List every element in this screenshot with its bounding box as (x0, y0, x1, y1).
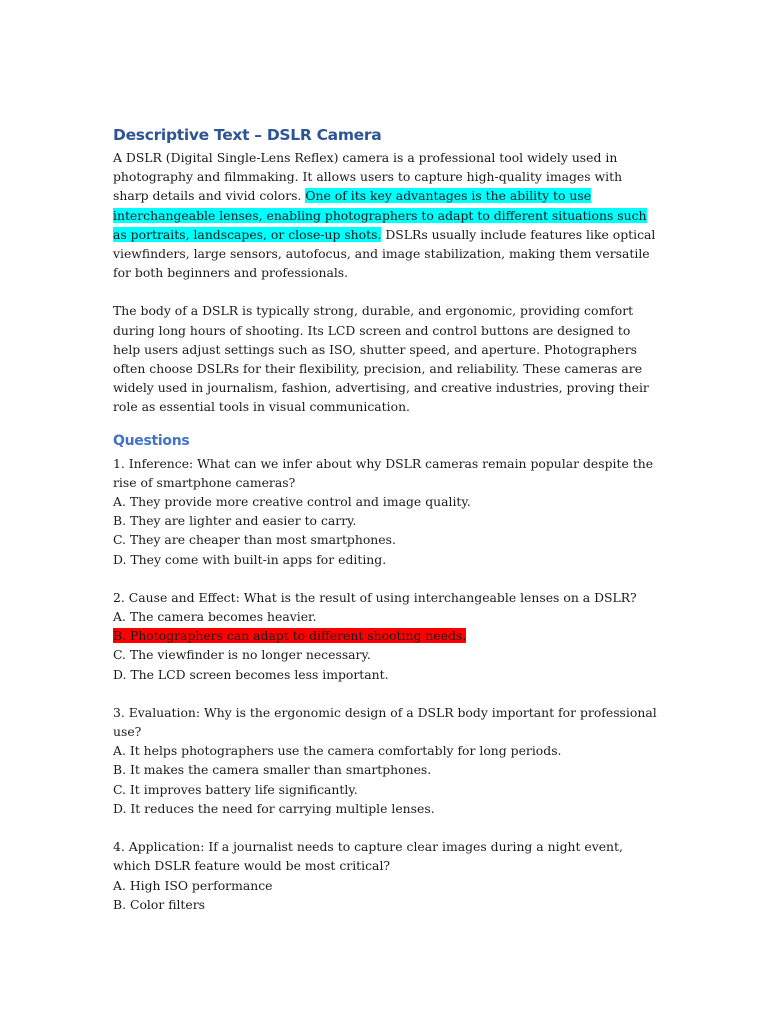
question-stem: 1. Inference: What can we infer about why DSLR cameras remain popular despite the rise of smartphone cameras? (113, 455, 654, 490)
answer-option: B. It makes the camera smaller than smartphones. (113, 762, 432, 778)
questions-list (113, 454, 658, 914)
question-4 (113, 837, 658, 914)
document-page (113, 125, 658, 914)
highlighted-answer: B. Photographers can adapt to different shooting needs. (113, 628, 467, 644)
paragraph-intro-start: A DSLR (Digital Single-Lens Reflex) camera is a professional tool widely used in photography and filmmaking. It allows users to capture high-quality images with sharp details and vivid colors. (113, 150, 623, 204)
paragraph-intro-end: DSLRs usually include features like optical viewfinders, large sensors, autofocus, and image stabilization, making them versatile for both beginners and professionals. (113, 226, 656, 281)
question-stem: 2. Cause and Effect: What is the result of using interchangeable lenses on a DSLR? (113, 589, 637, 605)
answer-option: B. Color filters (113, 896, 206, 912)
highlighted-sentence: One of its key advantages is the ability to use interchangeable lenses, enabling photographers to adapt to different situations such as portraits, landscapes, or close-up shots. (113, 188, 647, 242)
question-2 (113, 588, 658, 684)
answer-option: C. It improves battery life significantly. (113, 781, 358, 797)
paragraph-intro (113, 148, 658, 282)
answer-option: D. The LCD screen becomes less important. (113, 666, 389, 682)
questions-heading: Questions (113, 432, 190, 449)
answer-option: A. The camera becomes heavier. (113, 609, 317, 625)
answer-option-highlighted (113, 626, 658, 645)
answer-option: D. It reduces the need for carrying multiple lenses. (113, 800, 435, 816)
answer-option: B. They are lighter and easier to carry. (113, 513, 357, 529)
answer-option: C. The viewfinder is no longer necessary. (113, 647, 371, 663)
document-title: Descriptive Text – DSLR Camera (113, 126, 382, 144)
answer-option: A. It helps photographers use the camera comfortably for long periods. (113, 743, 562, 759)
answer-option: A. They provide more creative control and image quality. (113, 494, 471, 510)
question-stem: 3. Evaluation: Why is the ergonomic design of a DSLR body important for professional use? (113, 704, 657, 740)
answer-option: D. They come with built-in apps for editing. (113, 551, 387, 567)
paragraph-body: The body of a DSLR is typically strong, durable, and ergonomic, providing comfort during long hours of shooting. Its LCD screen and control buttons are designed to help users adjust settings such as ISO, shutter speed, and aperture. Photographers often choose DSLRs for their flexibility, precision, and reliability. These cameras are widely used in journalism, fashion, advertising, and creative industries, proving their role as essential tools in visual communication. (113, 303, 649, 415)
answer-option: A. High ISO performance (113, 877, 273, 893)
question-stem: 4. Application: If a journalist needs to capture clear images during a night event, which DSLR feature would be most critical? (113, 839, 623, 874)
question-3 (113, 703, 658, 818)
question-1 (113, 454, 658, 569)
answer-option: C. They are cheaper than most smartphones. (113, 532, 396, 548)
